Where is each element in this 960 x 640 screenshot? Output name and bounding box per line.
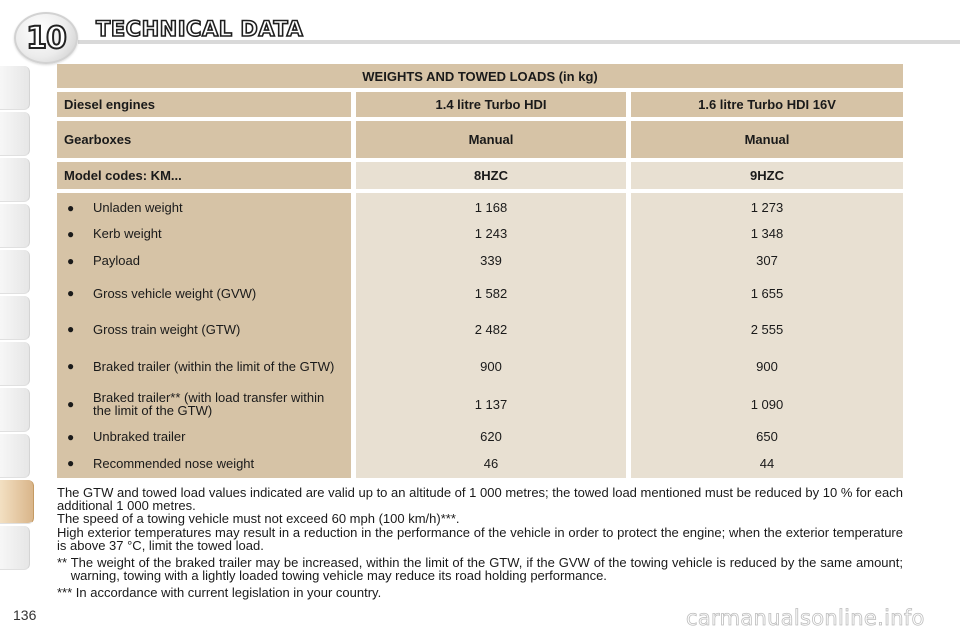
label-column [57, 193, 351, 478]
bullet-icon: ● [67, 359, 75, 373]
bullet-icon: ● [67, 456, 75, 470]
table-row-engines [57, 92, 903, 117]
table-cell: 620 [480, 429, 502, 444]
col-2-value: 9HZC [631, 162, 903, 189]
table-cell: 1 655 [750, 285, 784, 301]
bullet-icon: ● [67, 397, 75, 411]
table-cell: 2 555 [750, 321, 784, 337]
bullet-icon: ● [67, 286, 75, 300]
bullet-icon: ● [67, 322, 75, 336]
note-altitude: The GTW and towed load values indicated are valid up to an altitude of 1 000 metres; the towed load mentioned must be reduced by 10 % for each additional 1 000 metres. [57, 485, 903, 514]
bullet-icon: ● [67, 253, 75, 268]
chapter-number: 10 [26, 20, 66, 56]
weights-table [57, 64, 903, 478]
col-2-value: 1.6 litre Turbo HDI 16V [631, 92, 903, 117]
chapter-tab[interactable] [0, 204, 30, 248]
chapter-tab[interactable] [0, 66, 30, 110]
chapter-tab[interactable] [0, 434, 30, 478]
list-item: ● Kerb weight [67, 226, 162, 241]
table-cell: 2 482 [474, 321, 508, 337]
table-body [57, 193, 903, 478]
table-cell: 650 [756, 429, 778, 444]
note-temperature: High exterior temperatures may result in a reduction in the performance of the vehicle in order to protect the engine; when the exterior temperature is above 37 °C, limit the towed load. [57, 524, 903, 553]
list-item: ● Unladen weight [67, 200, 183, 215]
footnote-text: The weight of the braked trailer may be increased, within the limit of the GTW, if the GVW of the towing vehicle is reduced by the same amount; warning, towing with a lightly loaded towing vehicle may reduce its road holding performance. [70, 555, 903, 584]
col-1-value: 8HZC [356, 162, 626, 189]
footnote-text: In accordance with current legislation in your country. [75, 585, 382, 601]
footnote-legislation [57, 586, 903, 599]
list-item: ● Braked trailer (within the limit of the GTW) [67, 358, 335, 374]
chapter-tabs [0, 66, 36, 576]
chapter-tab-active[interactable] [0, 480, 34, 524]
chapter-tab[interactable] [0, 526, 30, 570]
table-cell: 307 [756, 253, 778, 268]
footnote-braked-trailer [57, 556, 903, 582]
row-label: Diesel engines [57, 92, 351, 117]
table-title: WEIGHTS AND TOWED LOADS (in kg) [57, 64, 903, 88]
table-cell: 900 [756, 358, 778, 374]
bullet-icon: ● [67, 226, 75, 241]
table-cell: 339 [480, 253, 502, 268]
chapter-tab[interactable] [0, 296, 30, 340]
table-cell: 1 348 [750, 226, 784, 241]
table-cell: 1 273 [750, 200, 784, 215]
bullet-icon: ● [67, 200, 75, 215]
list-item: ● Braked trailer** (with load transfer within the limit of the GTW) [67, 390, 325, 418]
table-cell: 1 137 [474, 396, 508, 412]
page-header [0, 0, 960, 58]
watermark[interactable]: carmanualsonline.info [686, 606, 925, 630]
chapter-tab[interactable] [0, 388, 30, 432]
table-cell: 46 [483, 455, 499, 471]
chapter-tab[interactable] [0, 342, 30, 386]
table-cell: 1 582 [474, 285, 508, 301]
chapter-tab[interactable] [0, 158, 30, 202]
table-cell: 1 168 [474, 200, 508, 215]
footnote-mark: ** [57, 555, 71, 571]
list-item: ● Recommended nose weight [67, 455, 255, 471]
table-cell: 1 090 [750, 396, 784, 412]
table-cell: 900 [480, 358, 502, 374]
chapter-tab[interactable] [0, 112, 30, 156]
list-item: ● Gross vehicle weight (GVW) [67, 285, 257, 301]
row-label: Model codes: KM... [57, 162, 351, 189]
col-2-value: Manual [631, 121, 903, 158]
col-1-value: Manual [356, 121, 626, 158]
table-cell: 1 243 [474, 226, 508, 241]
bullet-icon: ● [67, 429, 75, 444]
notes-section [57, 486, 903, 600]
table-row-model-codes [57, 162, 903, 189]
row-label: Gearboxes [57, 121, 351, 158]
table-row-gearboxes [57, 121, 903, 158]
footnote-mark: *** [57, 585, 76, 601]
chapter-badge [14, 12, 78, 64]
list-item: ● Gross train weight (GTW) [67, 321, 241, 337]
page-number: 136 [13, 607, 37, 623]
chapter-tab[interactable] [0, 250, 30, 294]
list-item: ● Unbraked trailer [67, 429, 186, 444]
value-column-2 [631, 193, 903, 478]
list-item: ● Payload [67, 253, 140, 268]
page-title: TECHNICAL DATA [96, 17, 304, 41]
col-1-value: 1.4 litre Turbo HDI [356, 92, 626, 117]
value-column-1 [356, 193, 626, 478]
note-speed: The speed of a towing vehicle must not exceed 60 mph (100 km/h)***. [57, 511, 460, 527]
table-cell: 44 [759, 455, 775, 471]
